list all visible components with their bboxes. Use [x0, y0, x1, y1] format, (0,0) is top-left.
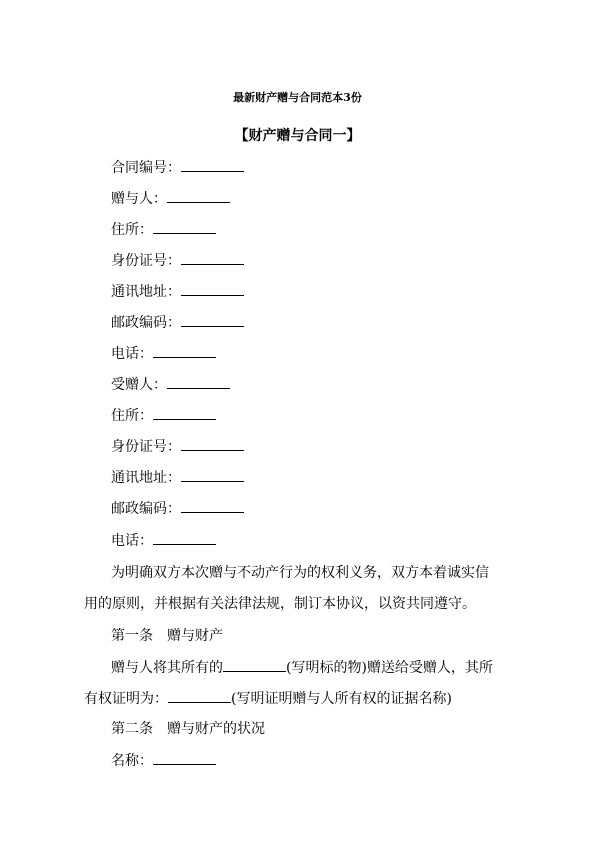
blank-underline — [153, 343, 216, 358]
article-2-heading: 第二条 赠与财产的状况 — [111, 721, 265, 737]
field-property-name — [111, 750, 216, 771]
intro-line-2: 用的原则，并根据有关法律法规，制订本协议，以资共同遵守。 — [84, 596, 476, 612]
article-1-heading: 第一条 赠与财产 — [111, 628, 223, 644]
field-donor-postcode — [111, 312, 244, 333]
field-label: 电话： — [111, 533, 153, 549]
field-label: 合同编号： — [111, 160, 181, 176]
field-label: 通讯地址： — [111, 470, 181, 486]
blank-underline — [181, 436, 244, 451]
blank-underline — [223, 657, 286, 672]
article-1-line-1 — [111, 657, 493, 678]
blank-underline — [181, 157, 244, 172]
blank-underline — [153, 219, 216, 234]
article-1-text-after: (写明证明赠与人所有权的证据名称) — [231, 691, 452, 707]
field-donee-postcode — [111, 498, 244, 519]
field-label: 住所： — [111, 408, 153, 424]
blank-underline — [153, 405, 216, 420]
field-label: 电话： — [111, 346, 153, 362]
field-contract-number — [111, 157, 244, 178]
article-1-text-before: 有权证明为： — [84, 691, 168, 707]
article-1-text-after: (写明标的物)赠送给受赠人，其所 — [286, 660, 493, 676]
field-label: 名称： — [111, 753, 153, 769]
blank-underline — [181, 467, 244, 482]
field-label: 身份证号： — [111, 253, 181, 269]
field-donor-id — [111, 250, 244, 271]
blank-underline — [181, 312, 244, 327]
field-donee-address — [111, 405, 216, 426]
field-label: 身份证号： — [111, 439, 181, 455]
blank-underline — [181, 250, 244, 265]
blank-underline — [153, 530, 216, 545]
field-donee-phone — [111, 530, 216, 551]
blank-underline — [168, 688, 231, 703]
field-label: 受赠人： — [111, 377, 167, 393]
blank-underline — [153, 750, 216, 765]
field-donee — [111, 374, 230, 395]
field-donor-phone — [111, 343, 216, 364]
article-1-text-before: 赠与人将其所有的 — [111, 660, 223, 676]
field-donor-mailing-address — [111, 281, 244, 302]
blank-underline — [181, 281, 244, 296]
article-1-line-2 — [84, 688, 452, 709]
field-label: 通讯地址： — [111, 284, 181, 300]
field-donor — [111, 188, 230, 209]
field-label: 邮政编码： — [111, 501, 181, 517]
field-label: 住所： — [111, 222, 153, 238]
section-title: 【财产赠与合同一】 — [234, 128, 361, 144]
blank-underline — [181, 498, 244, 513]
field-donee-mailing-address — [111, 467, 244, 488]
field-donor-address — [111, 219, 216, 240]
field-label: 邮政编码： — [111, 315, 181, 331]
blank-underline — [167, 374, 230, 389]
document-title: 最新财产赠与合同范本3份 — [233, 91, 362, 104]
field-donee-id — [111, 436, 244, 457]
intro-line-1: 为明确双方本次赠与不动产行为的权利义务，双方本着诚实信 — [111, 565, 489, 581]
field-label: 赠与人： — [111, 191, 167, 207]
blank-underline — [167, 188, 230, 203]
